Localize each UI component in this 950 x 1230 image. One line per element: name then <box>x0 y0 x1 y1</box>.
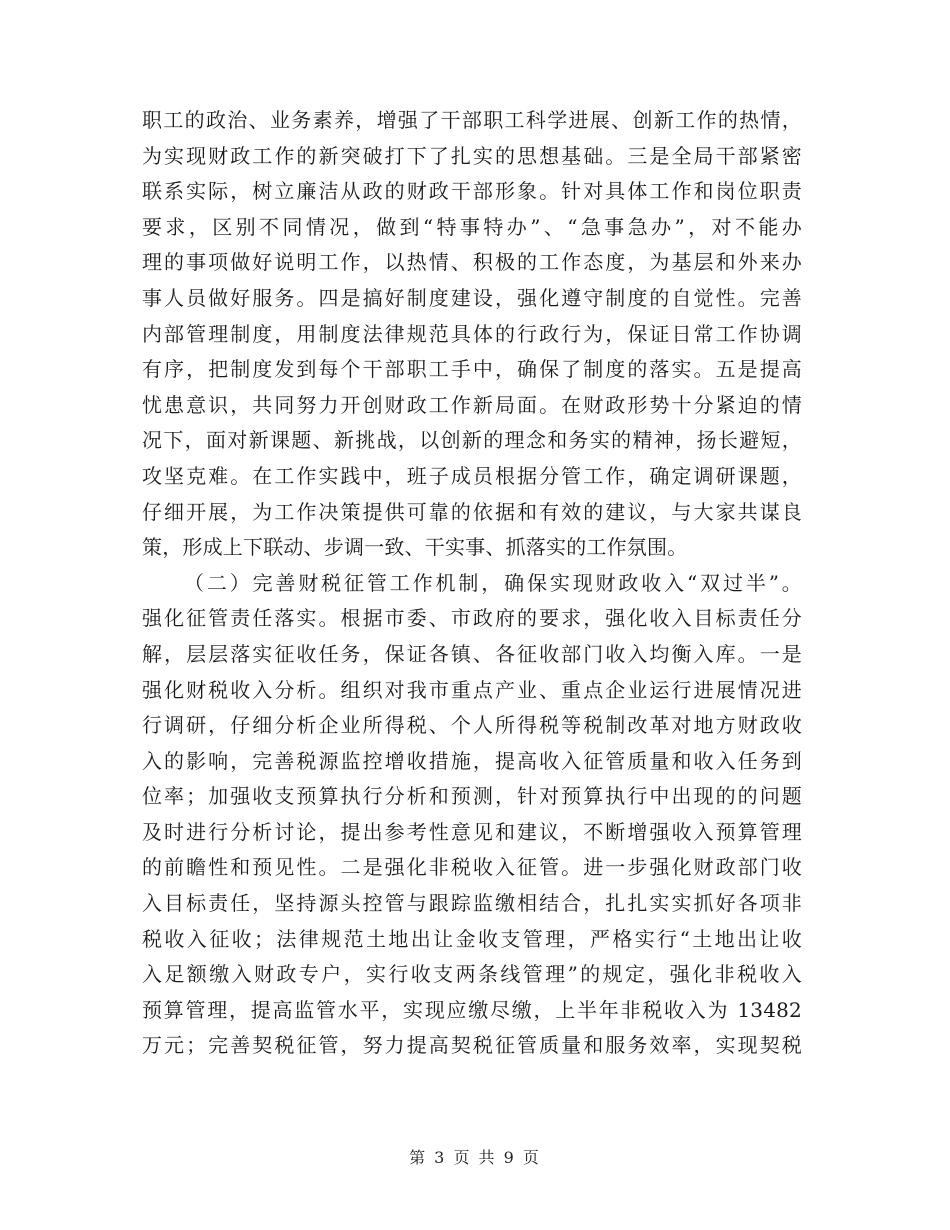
text-line: 策，形成上下联动、步调一致、干实事、抓落实的工作氛围。 <box>142 535 688 560</box>
text-line: 强化征管责任落实。根据市委、市政府的要求，强化收入目标责任分 <box>142 606 802 631</box>
text-line: 解，层层落实征收任务，保证各镇、各征收部门收入均衡入库。一是 <box>142 641 802 666</box>
text-line: 况下，面对新课题、新挑战，以创新的理念和务实的精神，扬长避短， <box>142 428 802 453</box>
text-line: 入目标责任，坚持源头控管与跟踪监缴相结合，扎扎实实抓好各项非 <box>142 891 802 916</box>
text-line: 位率；加强收支预算执行分析和预测，针对预算执行中出现的的问题 <box>142 784 802 809</box>
text-line: 及时进行分析讨论，提出参考性意见和建议，不断增强收入预算管理 <box>142 819 802 844</box>
text-line: 攻坚克难。在工作实践中，班子成员根据分管工作，确定调研课题， <box>142 463 802 488</box>
text-line: 职工的政治、业务素养，增强了干部职工科学进展、创新工作的热情， <box>142 108 802 132</box>
text-line: 为实现财政工作的新突破打下了扎实的思想基础。三是全局干部紧密 <box>142 143 802 168</box>
text-line: 万元；完善契税征管，努力提高契税征管质量和服务效率，实现契税 <box>142 1033 802 1058</box>
text-line: 事人员做好服务。四是搞好制度建设，强化遵守制度的自觉性。完善 <box>142 285 802 310</box>
text-line: 预算管理，提高监管水平，实现应缴尽缴，上半年非税收入为 13482 <box>142 997 802 1022</box>
text-line: 内部管理制度，用制度法律规范具体的行政行为，保证日常工作协调 <box>142 321 802 346</box>
text-line: 税收入征收；法律规范土地出让金收支管理，严格实行“土地出让收 <box>142 926 802 951</box>
text-line: 理的事项做好说明工作，以热情、积极的工作态度，为基层和外来办 <box>142 250 802 275</box>
text-line: 的前瞻性和预见性。二是强化非税收入征管。进一步强化财政部门收 <box>142 855 802 880</box>
text-line: 行调研，仔细分析企业所得税、个人所得税等税制改革对地方财政收 <box>142 713 802 738</box>
text-line: 仔细开展，为工作决策提供可靠的依据和有效的建议，与大家共谋良 <box>142 499 802 524</box>
text-line: 入的影响，完善税源监控增收措施，提高收入征管质量和收入任务到 <box>142 748 802 773</box>
text-line: 入足额缴入财政专户，实行收支两条线管理”的规定，强化非税收入 <box>142 962 802 987</box>
text-line: 强化财税收入分析。组织对我市重点产业、重点企业运行进展情况进 <box>142 677 802 702</box>
page-footer: 第 3 页 共 9 页 <box>409 1148 541 1167</box>
text-line: 要求，区别不同情况，做到“特事特办”、“急事急办”，对不能办 <box>142 214 802 239</box>
text-line: 联系实际，树立廉洁从政的财政干部形象。针对具体工作和岗位职责 <box>142 179 802 204</box>
body-text <box>142 103 802 1064</box>
section-heading: （二）完善财税征管工作机制，确保实现财政收入“双过半”。 <box>184 570 802 595</box>
text-line: 忧患意识，共同努力开创财政工作新局面。在财政形势十分紧迫的情 <box>142 392 802 417</box>
text-line: 有序，把制度发到每个干部职工手中，确保了制度的落实。五是提高 <box>142 357 802 382</box>
